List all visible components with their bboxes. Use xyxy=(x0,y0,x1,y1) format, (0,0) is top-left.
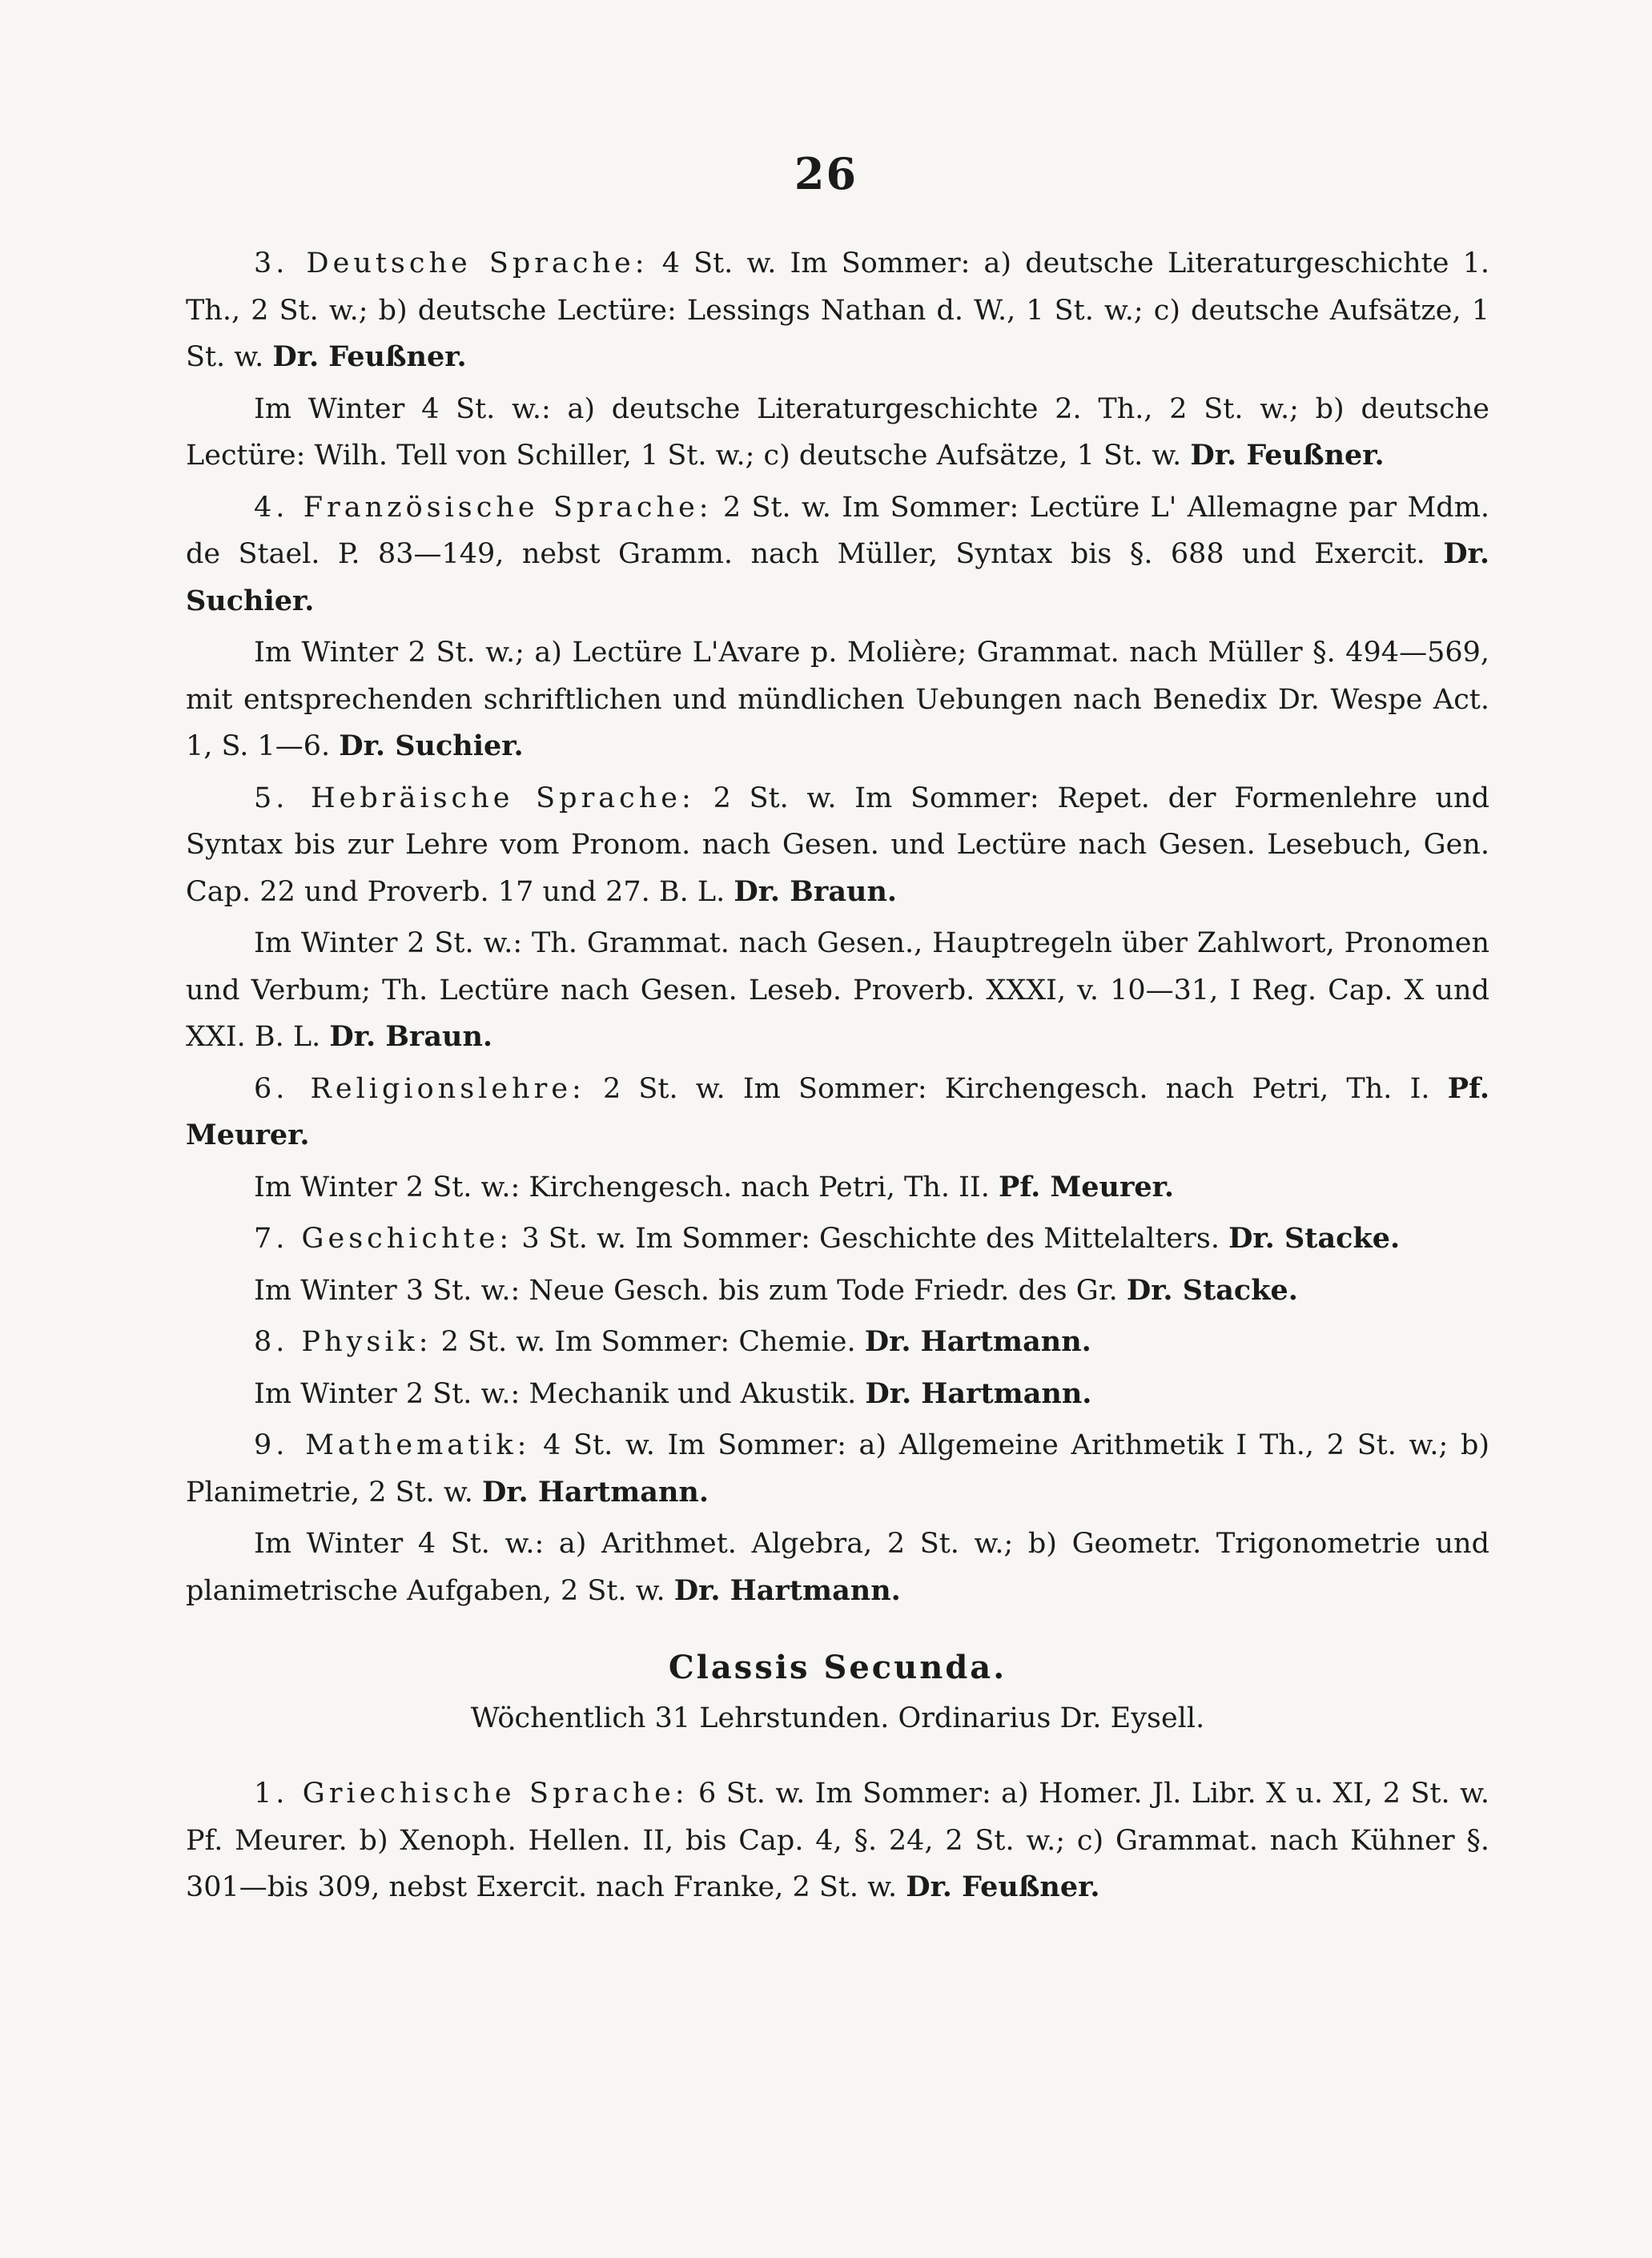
subject-label: 5. Hebräische Sprache: xyxy=(254,781,695,814)
paragraph-french-summer xyxy=(186,484,1489,625)
paragraph-text: 2 St. w. Im Sommer: Kirchengesch. nach Petri, Th. I. xyxy=(585,1072,1448,1105)
paragraph-math-summer xyxy=(186,1422,1489,1516)
paragraph-text: Im Winter 2 St. w.; a) Lectüre L'Avare p. Molière; Grammat. nach Müller §. 494—569, mit entsprechenden schriftlichen und mündlichen Uebungen nach Benedix Dr. Wespe Act. 1, S. 1—6. xyxy=(186,637,1489,762)
paragraph-history-summer xyxy=(186,1215,1489,1263)
paragraph-text: 2 St. w. Im Sommer: Chemie. xyxy=(432,1326,865,1358)
paragraph-text: 6 St. w. Im Sommer: a) Homer. Jl. Libr. X u. XI, 2 St. w. Pf. Meurer. b) Xenoph. Hellen. II, bis Cap. 4, §. 24, 2 St. w.; c) Grammat. nach Kühner §. 301—bis 309, nebst Exercit. nach Franke, 2 St. w. xyxy=(186,1778,1489,1903)
paragraph-greek-summer xyxy=(186,1770,1489,1911)
page-number: 26 xyxy=(794,148,858,199)
paragraph-text: 2 St. w. Im Sommer: Repet. der Formenlehre und Syntax bis zur Lehre vom Pronom. nach Gesen. und Lectüre nach Gesen. Lesebuch, Gen. Cap. 22 und Proverb. 17 und 27. B. L. xyxy=(186,781,1489,908)
section-subtitle: Wöchentlich 31 Lehrstunden. Ordinarius Dr. Eysell. xyxy=(470,1702,1205,1734)
paragraph-text: 4 St. w. Im Sommer: a) deutsche Literaturgeschichte 1. Th., 2 St. w.; b) deutsche Lectüre: Lessings Nathan d. W., 1 St. w.; c) deutsche Aufsätze, 1 St. w. xyxy=(186,247,1489,373)
paragraph-religion-winter xyxy=(186,1164,1489,1211)
paragraph-hebrew-winter xyxy=(186,920,1489,1061)
paragraph-math-winter xyxy=(186,1521,1489,1614)
teacher-name: Dr. Hartmann. xyxy=(673,1573,901,1607)
paragraph-text: Im Winter 2 St. w.: Mechanik und Akustik. xyxy=(254,1377,866,1410)
subject-label: 3. Deutsche Sprache: xyxy=(254,247,649,279)
paragraph-text: 4 St. w. Im Sommer: a) Allgemeine Arithmetik I Th., 2 St. w.; b) Planimetrie, 2 St. w. xyxy=(186,1429,1490,1509)
paragraph-text: Im Winter 2 St. w.: Kirchengesch. nach Petri, Th. II. xyxy=(254,1171,999,1203)
body-text xyxy=(186,240,1489,1916)
paragraph-text: 2 St. w. Im Sommer: Lectüre L' Allemagne par Mdm. de Stael. P. 83—149, nebst Gramm. nach Müller, Syntax bis §. 688 und Exercit. xyxy=(186,491,1490,570)
teacher-name: Dr. Stacke. xyxy=(1126,1273,1298,1307)
teacher-name: Dr. Feußner. xyxy=(906,1870,1100,1903)
teacher-name: Dr. Hartmann. xyxy=(481,1475,709,1509)
paragraph-text: Im Winter 3 St. w.: Neue Gesch. bis zum Tode Friedr. des Gr. xyxy=(254,1274,1127,1307)
subject-label: 1. Griechische Sprache: xyxy=(254,1778,689,1810)
paragraph-text: Im Winter 4 St. w.: a) deutsche Literaturgeschichte 2. Th., 2 St. w.; b) deutsche Lectüre: Wilh. Tell von Schiller, 1 St. w.; c) deutsche Aufsätze, 1 St. w. xyxy=(186,392,1489,472)
teacher-name: Dr. Braun. xyxy=(329,1020,493,1053)
subject-label: 4. Französische Sprache: xyxy=(254,491,713,524)
paragraph-text: 3 St. w. Im Sommer: Geschichte des Mittelalters. xyxy=(512,1223,1229,1255)
teacher-name: Dr. Feußner. xyxy=(272,340,467,373)
paragraph-german-winter xyxy=(186,386,1489,480)
teacher-name: Dr. Stacke. xyxy=(1228,1222,1401,1255)
teacher-name: Dr. Hartmann. xyxy=(865,1376,1092,1410)
paragraph-hebrew-summer xyxy=(186,775,1489,916)
subject-label: 9. Mathematik: xyxy=(254,1429,531,1461)
paragraph-religion-summer xyxy=(186,1066,1489,1159)
paragraph-physics-summer xyxy=(186,1319,1489,1366)
teacher-name: Dr. Braun. xyxy=(734,874,898,908)
paragraph-physics-winter xyxy=(186,1371,1489,1418)
subject-label: 6. Religionslehre: xyxy=(254,1072,585,1105)
teacher-name: Pf. Meurer. xyxy=(186,1071,1489,1151)
teacher-name: Dr. Hartmann. xyxy=(864,1325,1091,1358)
paragraph-history-winter xyxy=(186,1268,1489,1315)
subject-label: 8. Physik: xyxy=(254,1326,432,1358)
teacher-name: Dr. Suchier. xyxy=(339,729,524,762)
paragraph-text: Im Winter 2 St. w.: Th. Grammat. nach Gesen., Hauptregeln über Zahlwort, Pronomen und Verbum; Th. Lectüre nach Gesen. Leseb. Proverb. XXXI, v. 10—31, I Reg. Cap. X und XXI. B. L. xyxy=(186,927,1489,1053)
teacher-name: Pf. Meurer. xyxy=(999,1170,1175,1203)
teacher-name: Dr. Suchier. xyxy=(186,537,1489,617)
paragraph-french-winter xyxy=(186,629,1489,770)
subject-label: 7. Geschichte: xyxy=(254,1223,513,1255)
section-title: Classis Secunda. xyxy=(668,1649,1007,1686)
paragraph-text: Im Winter 4 St. w.: a) Arithmet. Algebra, 2 St. w.; b) Geometr. Trigonometrie und planimetrische Aufgaben, 2 St. w. xyxy=(186,1528,1489,1607)
paragraph-german-summer xyxy=(186,240,1489,381)
teacher-name: Dr. Feußner. xyxy=(1190,439,1385,472)
